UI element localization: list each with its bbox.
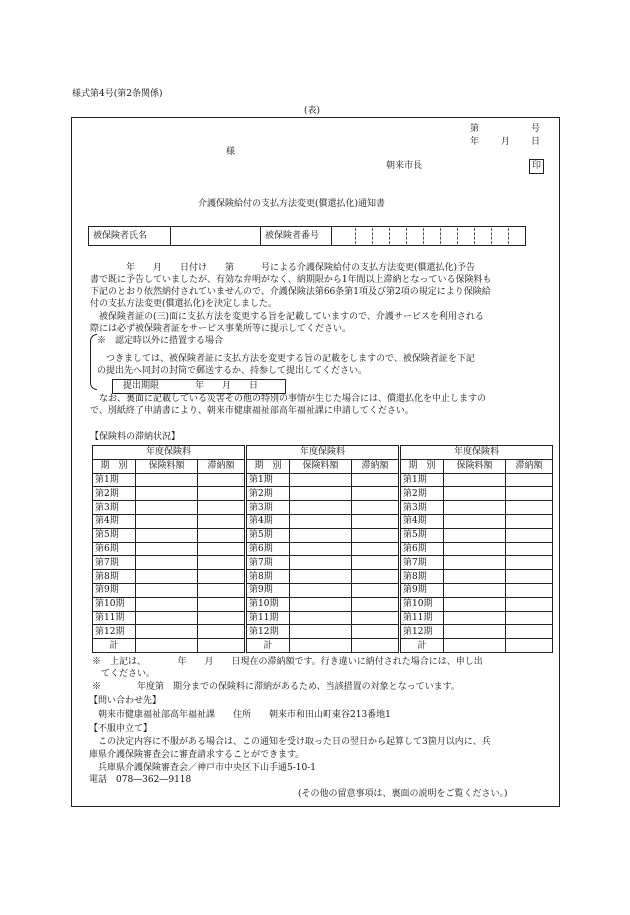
premium-cell[interactable] bbox=[136, 583, 198, 597]
premium-cell[interactable] bbox=[444, 570, 506, 584]
arrears-cell[interactable] bbox=[352, 528, 399, 542]
period-label: 第2期 bbox=[93, 487, 136, 501]
premium-cell[interactable] bbox=[444, 501, 506, 515]
period-label: 第9期 bbox=[247, 583, 290, 597]
ref-day: 日 bbox=[531, 137, 541, 147]
premium-cell[interactable] bbox=[136, 570, 198, 584]
arrears-cell[interactable] bbox=[352, 514, 399, 528]
premium-cell[interactable] bbox=[136, 501, 198, 515]
body-line: 付の支払方法変更(償還払化)を決定しました。 bbox=[90, 299, 278, 309]
year-label: 年度保険料 bbox=[93, 446, 245, 460]
arrears-heading: 【保険料の滞納状況】 bbox=[90, 432, 181, 442]
arrears-cell[interactable] bbox=[198, 625, 245, 639]
insured-fields bbox=[88, 226, 526, 246]
premium-cell[interactable] bbox=[444, 625, 506, 639]
total-label: 計 bbox=[247, 639, 290, 653]
premium-cell[interactable] bbox=[136, 556, 198, 570]
period-label: 第3期 bbox=[401, 501, 444, 515]
arrears-cell[interactable] bbox=[198, 611, 245, 625]
body-line: 被保険者証の(三)面に支払方法を変更する旨を記載していますので、介護サービスを利用される bbox=[90, 312, 484, 322]
seal-mark: 印 bbox=[529, 159, 544, 174]
premium-cell[interactable] bbox=[444, 473, 506, 487]
premium-cell[interactable] bbox=[444, 611, 506, 625]
period-label: 第5期 bbox=[401, 528, 444, 542]
premium-cell[interactable] bbox=[290, 625, 352, 639]
premium-cell[interactable] bbox=[136, 473, 198, 487]
premium-cell[interactable] bbox=[136, 528, 198, 542]
period-label: 第4期 bbox=[401, 514, 444, 528]
arrears-cell[interactable] bbox=[198, 528, 245, 542]
period-label: 第11期 bbox=[401, 611, 444, 625]
period-label: 第12期 bbox=[247, 625, 290, 639]
column-header: 滞納額 bbox=[198, 459, 245, 473]
premium-cell[interactable] bbox=[290, 583, 352, 597]
arrears-cell[interactable] bbox=[506, 556, 553, 570]
period-label: 第9期 bbox=[93, 583, 136, 597]
period-label: 第10期 bbox=[247, 597, 290, 611]
total-arrears-cell[interactable] bbox=[506, 639, 553, 653]
period-label: 第3期 bbox=[93, 501, 136, 515]
arrears-cell[interactable] bbox=[506, 625, 553, 639]
period-label: 第2期 bbox=[247, 487, 290, 501]
period-label: 第8期 bbox=[401, 570, 444, 584]
period-label: 第5期 bbox=[93, 528, 136, 542]
arrears-cell[interactable] bbox=[352, 625, 399, 639]
body-line: なお、裏面に記載している災害その他の特別の事情が生じた場合には、償還払化を中止しますの bbox=[90, 394, 487, 404]
premium-cell[interactable] bbox=[136, 542, 198, 556]
period-label: 第10期 bbox=[93, 597, 136, 611]
recipient-suffix: 様 bbox=[226, 147, 236, 157]
total-premium-cell[interactable] bbox=[136, 639, 198, 653]
premium-cell[interactable] bbox=[444, 487, 506, 501]
premium-cell[interactable] bbox=[444, 528, 506, 542]
arrears-cell[interactable] bbox=[352, 473, 399, 487]
total-label: 計 bbox=[93, 639, 136, 653]
period-label: 第3期 bbox=[247, 501, 290, 515]
arrears-cell[interactable] bbox=[352, 501, 399, 515]
premium-cell[interactable] bbox=[444, 583, 506, 597]
period-label: 第5期 bbox=[247, 528, 290, 542]
arrears-cell[interactable] bbox=[506, 487, 553, 501]
arrears-cell[interactable] bbox=[506, 501, 553, 515]
arrears-cell[interactable] bbox=[506, 611, 553, 625]
arrears-cell[interactable] bbox=[506, 542, 553, 556]
arrears-cell[interactable] bbox=[198, 542, 245, 556]
period-label: 第8期 bbox=[247, 570, 290, 584]
body-line: 書で既に予告していましたが、有効な弁明がなく、納期限から1年間以上滞納となっている保険料も bbox=[90, 275, 492, 285]
premium-cell[interactable] bbox=[444, 514, 506, 528]
period-label: 第4期 bbox=[247, 514, 290, 528]
number-label: 被保険者番号 bbox=[261, 227, 332, 245]
arrears-cell[interactable] bbox=[506, 528, 553, 542]
arrears-cell[interactable] bbox=[198, 597, 245, 611]
note-line: ※ 認定時以外に措置する場合 bbox=[97, 336, 224, 346]
year-label: 年度保険料 bbox=[401, 446, 553, 460]
period-label: 第12期 bbox=[401, 625, 444, 639]
arrears-cell[interactable] bbox=[506, 570, 553, 584]
arrears-cell[interactable] bbox=[198, 501, 245, 515]
premium-cell[interactable] bbox=[136, 611, 198, 625]
premium-cell[interactable] bbox=[136, 625, 198, 639]
premium-cell[interactable] bbox=[444, 556, 506, 570]
premium-cell[interactable] bbox=[290, 570, 352, 584]
premium-cell[interactable] bbox=[444, 597, 506, 611]
side-label: (表) bbox=[304, 106, 321, 116]
document-title: 介護保険給付の支払方法変更(償還払化)通知書 bbox=[198, 199, 386, 209]
arrears-cell[interactable] bbox=[352, 597, 399, 611]
name-field[interactable] bbox=[171, 227, 261, 245]
column-header: 期 別 bbox=[247, 459, 290, 473]
premium-cell[interactable] bbox=[136, 597, 198, 611]
period-label: 第1期 bbox=[247, 473, 290, 487]
arrears-cell[interactable] bbox=[506, 473, 553, 487]
period-label: 第12期 bbox=[93, 625, 136, 639]
period-label: 第7期 bbox=[401, 556, 444, 570]
objection-heading: 【不服申立て】 bbox=[89, 724, 153, 734]
ref-go: 号 bbox=[531, 124, 541, 134]
period-label: 第6期 bbox=[93, 542, 136, 556]
column-header: 滞納額 bbox=[352, 459, 399, 473]
form-id: 様式第4号(第2条関係) bbox=[72, 89, 163, 99]
period-label: 第11期 bbox=[247, 611, 290, 625]
arrears-cell[interactable] bbox=[506, 583, 553, 597]
period-label: 第7期 bbox=[247, 556, 290, 570]
total-premium-cell[interactable] bbox=[444, 639, 506, 653]
deadline-box bbox=[112, 379, 286, 394]
after-note: ※ 上記は、 年 月 日現在の滞納額です。行き違いに納付された場合には、申し出 bbox=[92, 657, 483, 667]
column-header: 保険料額 bbox=[444, 459, 506, 473]
body-line: で、別紙終了申請書により、朝来市健康福祉部高年福祉課に申請してください。 bbox=[90, 406, 414, 416]
after-note: てください。 bbox=[92, 669, 156, 679]
arrears-cell[interactable] bbox=[198, 583, 245, 597]
deadline-text: 提出期限 年 月 日 bbox=[123, 381, 259, 391]
period-label: 第9期 bbox=[401, 583, 444, 597]
arrears-cell[interactable] bbox=[352, 611, 399, 625]
arrears-cell[interactable] bbox=[198, 473, 245, 487]
arrears-cell[interactable] bbox=[352, 556, 399, 570]
objection-line: この決定内容に不服がある場合は、この通知を受け取った日の翌日から起算して3箇月以内に、兵 bbox=[89, 737, 491, 747]
arrears-cell[interactable] bbox=[506, 597, 553, 611]
arrears-cell[interactable] bbox=[198, 487, 245, 501]
note-line: の提出先へ同封の封筒で郵送するか、持参して提出してください。 bbox=[97, 366, 368, 376]
arrears-cell[interactable] bbox=[198, 514, 245, 528]
note-line: つきましては、被保険者証に支払方法を変更する旨の記載をしますので、被保険者証を下記 bbox=[97, 354, 475, 364]
body-line: 下記のとおり依然納付されていませんので、介護保険法第66条第1項及び第2項の規定により保険給 bbox=[90, 287, 491, 297]
arrears-cell[interactable] bbox=[352, 487, 399, 501]
total-label: 計 bbox=[401, 639, 444, 653]
inquiry-line: 朝来市健康福祉部高年福祉課 住所 朝来市和田山町東谷213番地1 bbox=[89, 710, 391, 720]
phone-line: 電話 078―362―9118 bbox=[89, 775, 192, 785]
column-header: 保険料額 bbox=[290, 459, 352, 473]
period-label: 第6期 bbox=[401, 542, 444, 556]
note-bracket bbox=[90, 334, 97, 390]
name-label: 被保険者氏名 bbox=[89, 227, 171, 245]
arrears-cell[interactable] bbox=[352, 583, 399, 597]
inquiry-heading: 【問い合わせ先】 bbox=[89, 696, 162, 706]
period-label: 第1期 bbox=[401, 473, 444, 487]
premium-cell[interactable] bbox=[290, 597, 352, 611]
period-label: 第8期 bbox=[93, 570, 136, 584]
total-arrears-cell[interactable] bbox=[198, 639, 245, 653]
premium-cell[interactable] bbox=[290, 528, 352, 542]
body-line: 年 月 日付け 第 号による介護保険給付の支払方法変更(償還払化)予告 bbox=[90, 263, 476, 273]
arrears-cell[interactable] bbox=[352, 570, 399, 584]
column-header: 期 別 bbox=[93, 459, 136, 473]
period-label: 第10期 bbox=[401, 597, 444, 611]
period-label: 第4期 bbox=[93, 514, 136, 528]
period-label: 第1期 bbox=[93, 473, 136, 487]
arrears-cell[interactable] bbox=[352, 542, 399, 556]
arrears-cell[interactable] bbox=[506, 514, 553, 528]
premium-cell[interactable] bbox=[290, 487, 352, 501]
premium-cell[interactable] bbox=[290, 556, 352, 570]
premium-cell[interactable] bbox=[290, 542, 352, 556]
issuer: 朝来市長 bbox=[386, 161, 423, 171]
year-label: 年度保険料 bbox=[247, 446, 399, 460]
period-label: 第11期 bbox=[93, 611, 136, 625]
premium-cell[interactable] bbox=[290, 611, 352, 625]
arrears-table bbox=[92, 445, 553, 653]
column-header: 保険料額 bbox=[136, 459, 198, 473]
footer-note: (その他の留意事項は、裏面の説明をご覧ください。) bbox=[298, 789, 508, 799]
total-premium-cell[interactable] bbox=[290, 639, 352, 653]
premium-cell[interactable] bbox=[444, 542, 506, 556]
ref-year: 年 bbox=[470, 137, 480, 147]
period-label: 第7期 bbox=[93, 556, 136, 570]
period-label: 第2期 bbox=[401, 487, 444, 501]
total-arrears-cell[interactable] bbox=[352, 639, 399, 653]
premium-cell[interactable] bbox=[290, 514, 352, 528]
body-line: 際には必ず被保険者証をサービス事業所等に提示してください。 bbox=[90, 324, 352, 334]
column-header: 滞納額 bbox=[506, 459, 553, 473]
premium-cell[interactable] bbox=[136, 514, 198, 528]
arrears-cell[interactable] bbox=[198, 570, 245, 584]
objection-line: 庫県介護保険審査会に審査請求することができます。 bbox=[89, 750, 305, 760]
premium-cell[interactable] bbox=[290, 473, 352, 487]
period-label: 第6期 bbox=[247, 542, 290, 556]
ref-dai: 第 bbox=[470, 124, 480, 134]
premium-cell[interactable] bbox=[290, 501, 352, 515]
column-header: 期 別 bbox=[401, 459, 444, 473]
arrears-cell[interactable] bbox=[198, 556, 245, 570]
address-line: 兵庫県介護保険審査会／神戸市中央区下山手通5-10-1 bbox=[89, 763, 316, 773]
ref-month: 月 bbox=[501, 137, 511, 147]
premium-cell[interactable] bbox=[136, 487, 198, 501]
after-note: ※ 年度第 期分までの保険料に滞納があるため、当該措置の対象となっています。 bbox=[92, 682, 460, 692]
